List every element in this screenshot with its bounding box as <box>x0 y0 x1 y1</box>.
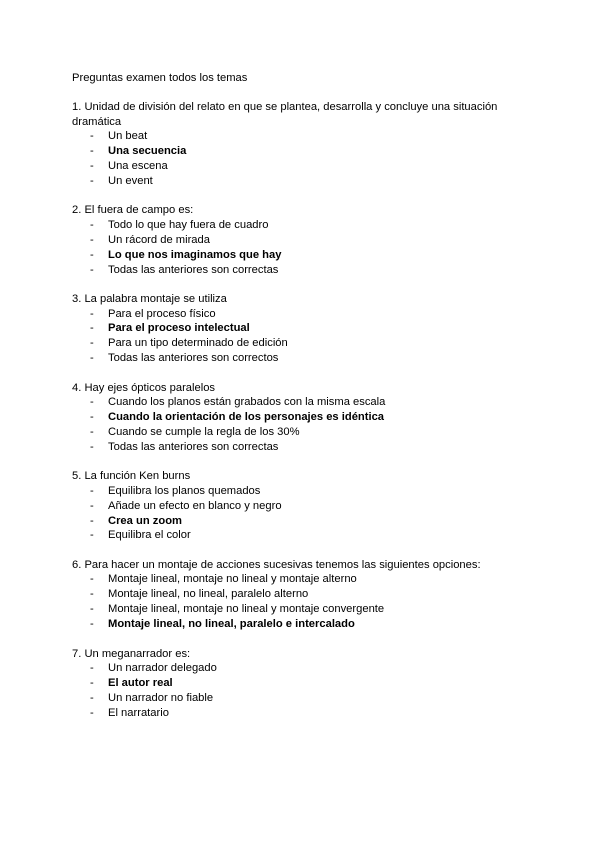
question-block <box>72 100 532 189</box>
option-item <box>72 351 532 366</box>
option-text: Montaje lineal, no lineal, paralelo alterno <box>108 588 309 601</box>
option-list <box>72 129 532 189</box>
option-list <box>72 395 532 455</box>
option-text: Montaje lineal, montaje no lineal y montaje convergente <box>108 603 385 616</box>
option-list <box>72 484 532 544</box>
option-text: Una escena <box>108 159 168 172</box>
option-text: Todo lo que hay fuera de cuadro <box>108 218 269 231</box>
option-item <box>72 706 532 721</box>
option-item <box>72 307 532 322</box>
correct-answer-text: El autor real <box>108 677 173 690</box>
bullet-dash: - <box>90 396 94 409</box>
question-block <box>72 558 532 632</box>
option-item <box>72 336 532 351</box>
bullet-dash: - <box>90 307 94 320</box>
option-text: Un narrador delegado <box>108 662 217 675</box>
option-text: Equilibra los planos quemados <box>108 484 261 497</box>
bullet-dash: - <box>90 514 94 527</box>
option-item <box>72 602 532 617</box>
option-text: Añade un efecto en blanco y negro <box>108 499 282 512</box>
bullet-dash: - <box>90 588 94 601</box>
correct-answer-text: Para el proceso intelectual <box>108 322 250 335</box>
option-text: Un rácord de mirada <box>108 233 210 246</box>
bullet-dash: - <box>90 233 94 246</box>
option-item <box>72 691 532 706</box>
bullet-dash: - <box>90 248 94 261</box>
question-block <box>72 647 532 721</box>
option-text: Equilibra el color <box>108 529 191 542</box>
correct-answer-text: Una secuencia <box>108 145 187 158</box>
option-item-correct <box>72 144 532 159</box>
option-item-correct <box>72 248 532 263</box>
option-text: Un beat <box>108 130 148 143</box>
question-text: 1. Unidad de división del relato en que se plantea, desarrolla y concluye una situación dramática <box>72 101 498 128</box>
bullet-dash: - <box>90 218 94 231</box>
bullet-dash: - <box>90 529 94 542</box>
option-text: Cuando se cumple la regla de los 30% <box>108 425 300 438</box>
bullet-dash: - <box>90 691 94 704</box>
question-block <box>72 292 532 366</box>
option-list <box>72 572 532 632</box>
bullet-dash: - <box>90 603 94 616</box>
option-item-correct <box>72 676 532 691</box>
option-item <box>72 159 532 174</box>
option-text: Todas las anteriores son correctas <box>108 263 279 276</box>
option-text: Cuando los planos están grabados con la misma escala <box>108 396 386 409</box>
correct-answer-text: Cuando la orientación de los personajes es idéntica <box>108 411 385 424</box>
option-item-correct <box>72 514 532 529</box>
option-item <box>72 440 532 455</box>
document-title: Preguntas examen todos los temas <box>72 72 248 84</box>
question-block <box>72 469 532 543</box>
question-text: 3. La palabra montaje se utiliza <box>72 292 227 305</box>
option-text: Todas las anteriores son correctas <box>108 440 279 453</box>
bullet-dash: - <box>90 677 94 690</box>
option-text: Para un tipo determinado de edición <box>108 337 288 350</box>
option-list <box>72 218 532 278</box>
option-list <box>72 661 532 721</box>
option-item <box>72 233 532 248</box>
bullet-dash: - <box>90 159 94 172</box>
question-text: 6. Para hacer un montaje de acciones sucesivas tenemos las siguientes opciones: <box>72 558 481 571</box>
option-text: Todas las anteriores son correctos <box>108 352 279 365</box>
bullet-dash: - <box>90 322 94 335</box>
bullet-dash: - <box>90 411 94 424</box>
bullet-dash: - <box>90 352 94 365</box>
option-item <box>72 425 532 440</box>
option-item <box>72 572 532 587</box>
question-text: 5. La función Ken burns <box>72 470 191 483</box>
correct-answer-text: Montaje lineal, no lineal, paralelo e intercalado <box>108 618 355 631</box>
bullet-dash: - <box>90 440 94 453</box>
option-item <box>72 528 532 543</box>
option-item <box>72 129 532 144</box>
option-text: El narratario <box>108 706 169 719</box>
option-item <box>72 661 532 676</box>
option-list <box>72 307 532 367</box>
bullet-dash: - <box>90 130 94 143</box>
bullet-dash: - <box>90 174 94 187</box>
question-text: 2. El fuera de campo es: <box>72 204 194 217</box>
bullet-dash: - <box>90 618 94 631</box>
option-item-correct <box>72 321 532 336</box>
option-item <box>72 499 532 514</box>
bullet-dash: - <box>90 573 94 586</box>
question-text: 4. Hay ejes ópticos paralelos <box>72 381 216 394</box>
correct-answer-text: Crea un zoom <box>108 514 182 527</box>
option-text: Para el proceso físico <box>108 307 216 320</box>
question-list <box>72 100 532 735</box>
bullet-dash: - <box>90 706 94 719</box>
bullet-dash: - <box>90 484 94 497</box>
option-item <box>72 174 532 189</box>
bullet-dash: - <box>90 499 94 512</box>
bullet-dash: - <box>90 425 94 438</box>
option-text: Un narrador no fiable <box>108 691 214 704</box>
question-block <box>72 381 532 455</box>
option-item-correct <box>72 410 532 425</box>
bullet-dash: - <box>90 263 94 276</box>
option-item <box>72 587 532 602</box>
bullet-dash: - <box>90 337 94 350</box>
bullet-dash: - <box>90 145 94 158</box>
bullet-dash: - <box>90 662 94 675</box>
option-text: Montaje lineal, montaje no lineal y montaje alterno <box>108 573 357 586</box>
question-block <box>72 203 532 277</box>
option-item <box>72 218 532 233</box>
option-item <box>72 263 532 278</box>
option-item-correct <box>72 617 532 632</box>
option-item <box>72 484 532 499</box>
option-text: Un event <box>108 174 153 187</box>
option-item <box>72 395 532 410</box>
correct-answer-text: Lo que nos imaginamos que hay <box>108 248 282 261</box>
question-text: 7. Un meganarrador es: <box>72 647 191 660</box>
